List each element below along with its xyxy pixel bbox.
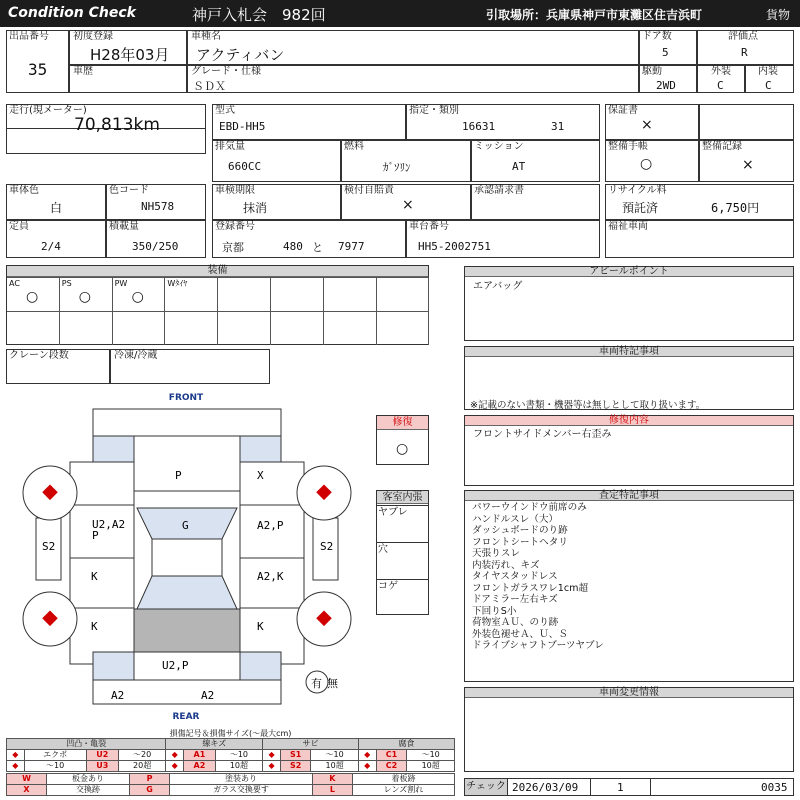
mark-door-right: A2,P (257, 519, 284, 532)
maint-label: 整備記録 (702, 141, 742, 152)
front-label: FRONT (168, 393, 204, 403)
appeal-title: アピールポイント (465, 267, 793, 277)
legend-code: A2 (184, 761, 216, 772)
legend-diamond-icon: ◆ (358, 761, 376, 772)
legend-letter-code: G (130, 785, 170, 796)
legend-code: A1 (184, 750, 216, 761)
grade-value: ＳＤＸ (193, 80, 226, 93)
color-value: 白 (50, 201, 63, 215)
capacity-value: 2/4 (41, 240, 61, 253)
appeal-text: エアバッグ (473, 281, 523, 292)
interior-value: C (765, 79, 772, 92)
equipment-title: 装備 (7, 266, 428, 277)
legend-text: 10超 (407, 761, 455, 772)
legend-diamond-icon: ◆ (7, 761, 25, 772)
repair-title: 修復 (377, 416, 428, 430)
legend-code: U2 (86, 750, 118, 761)
inspection-notes-title: 査定特記事項 (465, 491, 793, 501)
spare-tire-no: 無 (327, 677, 338, 690)
maint-value: × (742, 157, 754, 173)
equipment-cell (377, 277, 430, 311)
mark-side-right: S2 (320, 540, 334, 553)
equipment-cell (113, 311, 166, 345)
legend-text: ～10 (407, 750, 455, 761)
inspection-note-line: 下回りS小 (472, 605, 517, 617)
check-divider-1 (590, 778, 591, 796)
repair-value: ○ (396, 441, 409, 457)
equipment-cell (324, 277, 377, 311)
history-label: 車歴 (73, 66, 93, 77)
mission-label: ミッション (474, 141, 524, 152)
damage-legend-table (6, 738, 455, 772)
legend-text: 20超 (118, 761, 165, 772)
equipment-cell (377, 311, 430, 345)
cabin-row-label: 穴 (378, 544, 388, 555)
manual-value: ○ (640, 156, 653, 172)
registration-label: 登録番号 (215, 221, 255, 232)
equipment-cell (271, 311, 324, 345)
grade-label: グレード・仕様 (191, 66, 261, 77)
displacement-label: 排気量 (215, 141, 245, 152)
legend-code: S1 (280, 750, 311, 761)
mark-bumper-left: A2 (111, 689, 125, 702)
check-code: 0035 (761, 781, 788, 794)
score-value: R (741, 46, 748, 59)
legend-text: ～10 (215, 750, 262, 761)
lot-label: 出品番号 (9, 31, 49, 42)
equipment-item-name: PS (61, 279, 72, 288)
first-reg-label: 初度登録 (73, 31, 113, 42)
displacement-value: 660CC (228, 160, 262, 173)
legend-text: 10超 (215, 761, 262, 772)
legend-text: ～10 (24, 761, 86, 772)
check-number: 1 (617, 781, 624, 794)
equipment-cell (218, 277, 271, 311)
load-label: 積載量 (109, 221, 139, 232)
mark-roof: G (182, 519, 189, 532)
rear-panel (134, 609, 240, 652)
auction-title: 神戸入札会 982回 (192, 6, 326, 24)
first-reg-value: H28年03月 (90, 46, 170, 64)
rear-corner-left (93, 652, 134, 680)
mileage-value: 70,813km (74, 115, 160, 135)
equipment-item-name: PW (114, 279, 128, 288)
inspection-note-line: 荷物室ＡＵ、のり跡 (472, 617, 559, 628)
legend-letter-text: 塗装あり (170, 774, 313, 785)
legend-diamond-icon: ◆ (263, 750, 281, 761)
legend-letter-code: L (312, 785, 352, 796)
interior-label: 内装 (758, 66, 778, 77)
registration-area: 京都 (222, 241, 244, 254)
inspection-note-line: 天張りスレ (472, 548, 520, 559)
check-divider-2 (650, 778, 651, 796)
rear-corner-right (240, 652, 281, 680)
equipment-cell (165, 311, 218, 345)
car-diagram (0, 388, 372, 724)
mark-rear-door-left: K (91, 570, 98, 583)
rear-window (137, 576, 237, 609)
mark-front-left: P (175, 469, 182, 482)
doors-label: ドア数 (642, 31, 672, 42)
score-label: 評価点 (728, 31, 758, 42)
inspection-label: 車検期限 (215, 185, 255, 196)
drive-label: 駆動 (642, 66, 662, 77)
legend-letter-text: レンズ割れ (352, 785, 454, 796)
mark-door-left-line2: P (92, 529, 99, 542)
repair-content-title: 修復内容 (465, 416, 793, 426)
freezer-label: 冷凍/冷蔵 (114, 350, 158, 361)
equipment-cell (60, 311, 113, 345)
check-date: 2026/03/09 (512, 781, 579, 794)
load-value: 350/250 (132, 240, 179, 253)
inspection-note-line: タイヤスタッドレス (472, 571, 558, 582)
chassis-label: 車台番号 (409, 221, 449, 232)
mark-quarter-right: A2,K (257, 570, 284, 583)
legend-letter-text: 着板跡 (352, 774, 454, 785)
recycle-status: 預託済 (622, 201, 659, 215)
mark-wheel-right: K (257, 620, 264, 633)
special-title: 車両特記事項 (465, 347, 793, 357)
equipment-item-name: Wﾀｲﾔ (167, 279, 188, 288)
legend-group-title: 線キズ (166, 739, 263, 750)
recycle-label: リサイクル料 (608, 185, 667, 196)
hood (134, 436, 240, 491)
color-code-label: 色コード (109, 185, 149, 196)
color-code-value: NH578 (141, 200, 175, 213)
legend-code: S2 (280, 761, 311, 772)
cabin-row-label: ヤブレ (378, 507, 408, 518)
model-label: 車種名 (191, 31, 221, 42)
front-bumper-left-corner (93, 436, 134, 462)
mark-side-left: S2 (42, 540, 56, 553)
legend-letter-text: 板金あり (47, 774, 130, 785)
drive-value: 2WD (656, 79, 676, 92)
mark-wheel-left: K (91, 620, 98, 633)
recycle-fee: 6,750円 (711, 201, 760, 215)
change-info-title: 車両変更情報 (465, 688, 793, 698)
legend-diamond-icon: ◆ (166, 761, 184, 772)
equipment-cell (218, 311, 271, 345)
inspection-note-line: ドアミラー左右キズ (472, 594, 558, 605)
legend-letter-code: K (312, 774, 352, 785)
designation-label: 指定・類別 (409, 105, 459, 116)
inspection-note-line: 外装色褪せＡ、Ｕ、Ｓ (472, 628, 568, 640)
front-fender-right (240, 462, 304, 505)
inspection-note-line: ドライブシャフトブーツヤブレ (472, 640, 604, 651)
legend-group-title: 凹凸・亀裂 (7, 739, 166, 750)
equipment-cell (324, 311, 377, 345)
code-legend-table (6, 773, 455, 796)
doors-value: 5 (662, 46, 669, 59)
repair-content-text: フロントサイドメンバー右歪み (473, 429, 612, 440)
inspection-note-line: フロントシートヘタリ (472, 536, 568, 548)
exterior-label: 外装 (711, 66, 731, 77)
inspection-note-line: パワーウインドウ前席のみ (472, 502, 587, 513)
warranty-extra-box (699, 104, 794, 140)
change-info-box (464, 687, 794, 772)
front-door-left (70, 505, 134, 558)
equipment-item-name: AC (9, 279, 20, 288)
legend-letter-text: 交換跡 (47, 785, 130, 796)
equipment-item-value: ○ (26, 289, 39, 305)
pickup-location: 引取場所：兵庫県神戸市東灘区住吉浜町 (486, 8, 703, 22)
crane-label: クレーン段数 (9, 350, 69, 361)
approval-label: 承認請求書 (474, 185, 524, 196)
legend-text: ～10 (311, 750, 358, 761)
mark-door-left-line1: U2,A2 (92, 518, 126, 531)
legend-diamond-icon: ◆ (263, 761, 281, 772)
mileage-label: 走行(現メーター) (9, 105, 87, 116)
front-bumper (93, 409, 281, 436)
model-name: アクティバン (196, 46, 285, 64)
equipment-cell (7, 311, 60, 345)
front-fender-left (70, 462, 134, 505)
fuel-value: ｶﾞｿﾘﾝ (383, 161, 411, 174)
mark-rear-panel: U2,P (162, 659, 189, 672)
sheet-title: Condition Check (8, 5, 136, 21)
legend-code: U3 (86, 761, 118, 772)
designation-value: 16631 (462, 120, 496, 133)
exterior-value: C (717, 79, 724, 92)
spare-tire-yes: 有 (311, 677, 322, 690)
welfare-label: 福祉車両 (608, 221, 648, 232)
type-value: EBD-HH5 (219, 120, 266, 133)
registration-kana: と (312, 241, 323, 254)
inspection-note-line: フロントガラスワレ1cm超 (472, 582, 589, 594)
rear-door-left (70, 558, 134, 608)
lot-number: 35 (28, 60, 48, 79)
roof-panel (152, 539, 222, 576)
inspection-value: 抹消 (243, 201, 268, 215)
legend-diamond-icon: ◆ (358, 750, 376, 761)
legend-code: C2 (376, 761, 407, 772)
legend-text: 10超 (311, 761, 358, 772)
equipment-item-value: ○ (131, 289, 144, 305)
category-number: 31 (551, 120, 565, 133)
legend-title: 損傷記号＆損傷サイズ(～最大cm) (169, 729, 292, 738)
mark-bumper-right: A2 (201, 689, 215, 702)
legend-group-title: 腐食 (358, 739, 454, 750)
chassis-value: HH5-2002751 (418, 240, 491, 253)
registration-number: 7977 (338, 240, 365, 253)
inspection-note-line: ダッシュボードのり跡 (472, 525, 568, 536)
equipment-cell (271, 277, 324, 311)
cabin-row-label: コゲ (378, 581, 398, 592)
fuel-label: 燃料 (344, 141, 364, 152)
legend-code: C1 (376, 750, 407, 761)
warranty-label: 保証書 (608, 105, 638, 116)
liability-value: × (402, 197, 414, 213)
legend-letter-code: X (7, 785, 47, 796)
rear-door-right (240, 558, 304, 608)
color-label: 車体色 (9, 185, 39, 196)
vehicle-category: 貨物 (766, 8, 791, 22)
capacity-label: 定員 (9, 221, 29, 232)
front-bumper-right-corner (240, 436, 281, 462)
equipment-item-value: ○ (78, 289, 92, 305)
mark-front-right: X (257, 469, 264, 482)
cabin-title: 客室内張 (377, 491, 428, 504)
legend-diamond-icon: ◆ (7, 750, 25, 761)
legend-diamond-icon: ◆ (166, 750, 184, 761)
header-bar (0, 0, 800, 27)
warranty-value: × (641, 117, 653, 133)
mission-value: AT (512, 160, 526, 173)
inspection-notes-list (472, 502, 604, 652)
legend-group-title: サビ (263, 739, 359, 750)
liability-label: 検付自賠責 (344, 185, 394, 196)
legend-letter-text: ガラス交換要す (170, 785, 313, 796)
inspection-note-line: 内装汚れ、キズ (472, 559, 540, 571)
legend-text: ～20 (118, 750, 165, 761)
check-label: チェック (465, 779, 508, 795)
inspection-note-line: ハンドルスレ（大） (472, 513, 559, 525)
legend-text: エクボ (24, 750, 86, 761)
legend-letter-code: P (130, 774, 170, 785)
rear-label: REAR (172, 712, 200, 722)
registration-class: 480 (283, 240, 303, 253)
legend-letter-code: W (7, 774, 47, 785)
type-label: 型式 (215, 105, 235, 116)
special-note: ※記載のない書類・機器等は無しとして取り扱います。 (470, 400, 706, 411)
manual-label: 整備手帳 (608, 141, 648, 152)
